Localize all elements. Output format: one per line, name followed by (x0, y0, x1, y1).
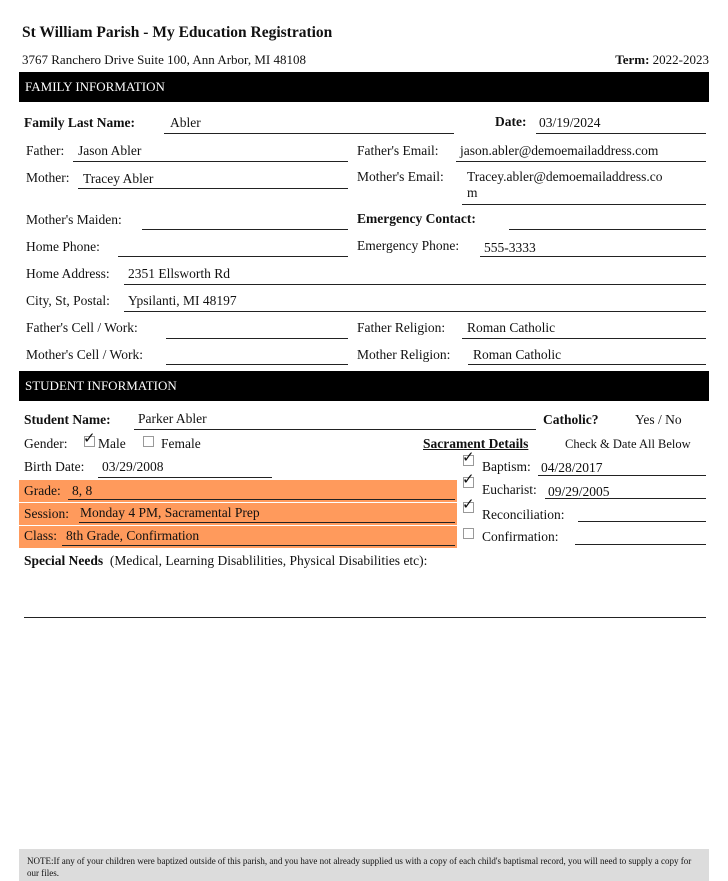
home-phone-label: Home Phone: (26, 239, 100, 254)
father-email-value: jason.abler@demoemailaddress.com (460, 143, 659, 158)
date-label: Date: (495, 114, 527, 129)
male-label: Male (98, 436, 126, 451)
catholic-options[interactable]: Yes / No (635, 412, 682, 427)
home-address-label: Home Address: (26, 266, 110, 281)
reconciliation-date-field[interactable] (578, 521, 706, 522)
session-label: Session: (24, 506, 70, 521)
female-checkbox[interactable] (143, 436, 154, 447)
date-value: 03/19/2024 (539, 115, 601, 130)
mother-email-value-line1: Tracey.abler@demoemailaddress.co (467, 169, 663, 184)
confirmation-label: Confirmation: (482, 529, 559, 544)
home-phone-field[interactable] (118, 256, 348, 257)
mother-email-field[interactable] (462, 204, 706, 205)
mother-email-value-line2: m (467, 185, 478, 200)
eucharist-check-icon: ✓ (462, 470, 475, 488)
class-value: 8th Grade, Confirmation (66, 528, 200, 543)
session-field[interactable] (79, 522, 455, 523)
student-name-value: Parker Abler (138, 411, 207, 426)
grade-field[interactable] (68, 499, 455, 500)
home-address-field[interactable] (124, 284, 706, 285)
term (615, 52, 709, 68)
city-label: City, St, Postal: (26, 293, 110, 308)
emergency-phone-label: Emergency Phone: (357, 238, 460, 253)
grade-label: Grade: (24, 483, 61, 498)
father-label: Father: (26, 143, 65, 158)
emergency-contact-field[interactable] (509, 229, 706, 230)
mother-label: Mother: (26, 170, 70, 185)
city-value: Ypsilanti, MI 48197 (128, 293, 237, 308)
student-name-field[interactable] (134, 429, 536, 430)
father-email-label: Father's Email: (357, 143, 439, 158)
sacrament-hint: Check & Date All Below (565, 437, 691, 451)
baptism-check-icon: ✓ (462, 448, 475, 466)
eucharist-date-value: 09/29/2005 (548, 484, 610, 499)
baptismal-record-note: NOTE:If any of your children were baptized outside of this parish, and you have not already supplied us with a copy of each child's baptismal record, you will need to supply a copy for our files. (19, 849, 709, 881)
confirmation-checkbox[interactable] (463, 528, 474, 539)
term-label: Term: (615, 52, 650, 67)
date-field[interactable] (536, 133, 706, 134)
family-last-name-value: Abler (170, 115, 201, 130)
special-needs-field[interactable] (24, 617, 706, 618)
city-field[interactable] (124, 311, 706, 312)
student-name-label: Student Name: (24, 412, 111, 427)
grade-value: 8, 8 (72, 483, 93, 498)
special-needs-hint: (Medical, Learning Disablilities, Physical Disabilities etc): (109, 553, 428, 568)
birth-date-field[interactable] (98, 477, 272, 478)
emergency-phone-value: 555-3333 (484, 240, 536, 255)
parish-address: 3767 Ranchero Drive Suite 100, Ann Arbor, MI 48108 (22, 52, 307, 67)
session-value: Monday 4 PM, Sacramental Prep (80, 505, 260, 520)
gender-label: Gender: (24, 436, 68, 451)
reconciliation-check-icon: ✓ (462, 495, 475, 513)
mother-field[interactable] (78, 188, 348, 189)
mother-email-label: Mother's Email: (357, 169, 444, 184)
family-last-name-field[interactable] (164, 133, 454, 134)
term-value: 2022-2023 (652, 52, 709, 67)
father-email-field[interactable] (456, 161, 706, 162)
father-field[interactable] (73, 161, 348, 162)
mother-cell-field[interactable] (166, 364, 348, 365)
mother-religion-label: Mother Religion: (357, 347, 451, 362)
maiden-field[interactable] (142, 229, 348, 230)
birth-date-label: Birth Date: (24, 459, 85, 474)
birth-date-value: 03/29/2008 (102, 459, 164, 474)
sacrament-details-title: Sacrament Details (423, 436, 529, 451)
father-cell-field[interactable] (166, 338, 348, 339)
baptism-date-value: 04/28/2017 (541, 460, 603, 475)
emergency-contact-label: Emergency Contact: (357, 211, 476, 226)
emergency-phone-field[interactable] (480, 256, 706, 257)
father-cell-label: Father's Cell / Work: (26, 320, 138, 335)
mother-value: Tracey Abler (83, 171, 154, 186)
form-title: St William Parish - My Education Registration (22, 24, 333, 41)
eucharist-label: Eucharist: (482, 482, 537, 497)
student-section-header: STUDENT INFORMATION (19, 371, 709, 401)
family-last-name-label: Family Last Name: (24, 115, 135, 130)
father-religion-field[interactable] (462, 338, 706, 339)
home-address-value: 2351 Ellsworth Rd (128, 266, 231, 281)
father-religion-value: Roman Catholic (467, 320, 556, 335)
family-section-header: FAMILY INFORMATION (19, 72, 709, 102)
female-label: Female (161, 436, 201, 451)
class-label: Class: (24, 528, 58, 543)
mother-religion-value: Roman Catholic (473, 347, 562, 362)
class-field[interactable] (62, 545, 455, 546)
male-check-icon: ✓ (83, 429, 96, 447)
catholic-label: Catholic? (543, 412, 599, 427)
mother-religion-field[interactable] (468, 364, 706, 365)
special-needs-label: Special Needs (24, 553, 104, 568)
confirmation-date-field[interactable] (575, 544, 706, 545)
reconciliation-label: Reconciliation: (482, 507, 565, 522)
father-value: Jason Abler (78, 143, 142, 158)
baptism-label: Baptism: (482, 459, 531, 474)
mother-cell-label: Mother's Cell / Work: (26, 347, 143, 362)
special-needs-heading (24, 553, 427, 569)
maiden-label: Mother's Maiden: (26, 212, 122, 227)
father-religion-label: Father Religion: (357, 320, 446, 335)
